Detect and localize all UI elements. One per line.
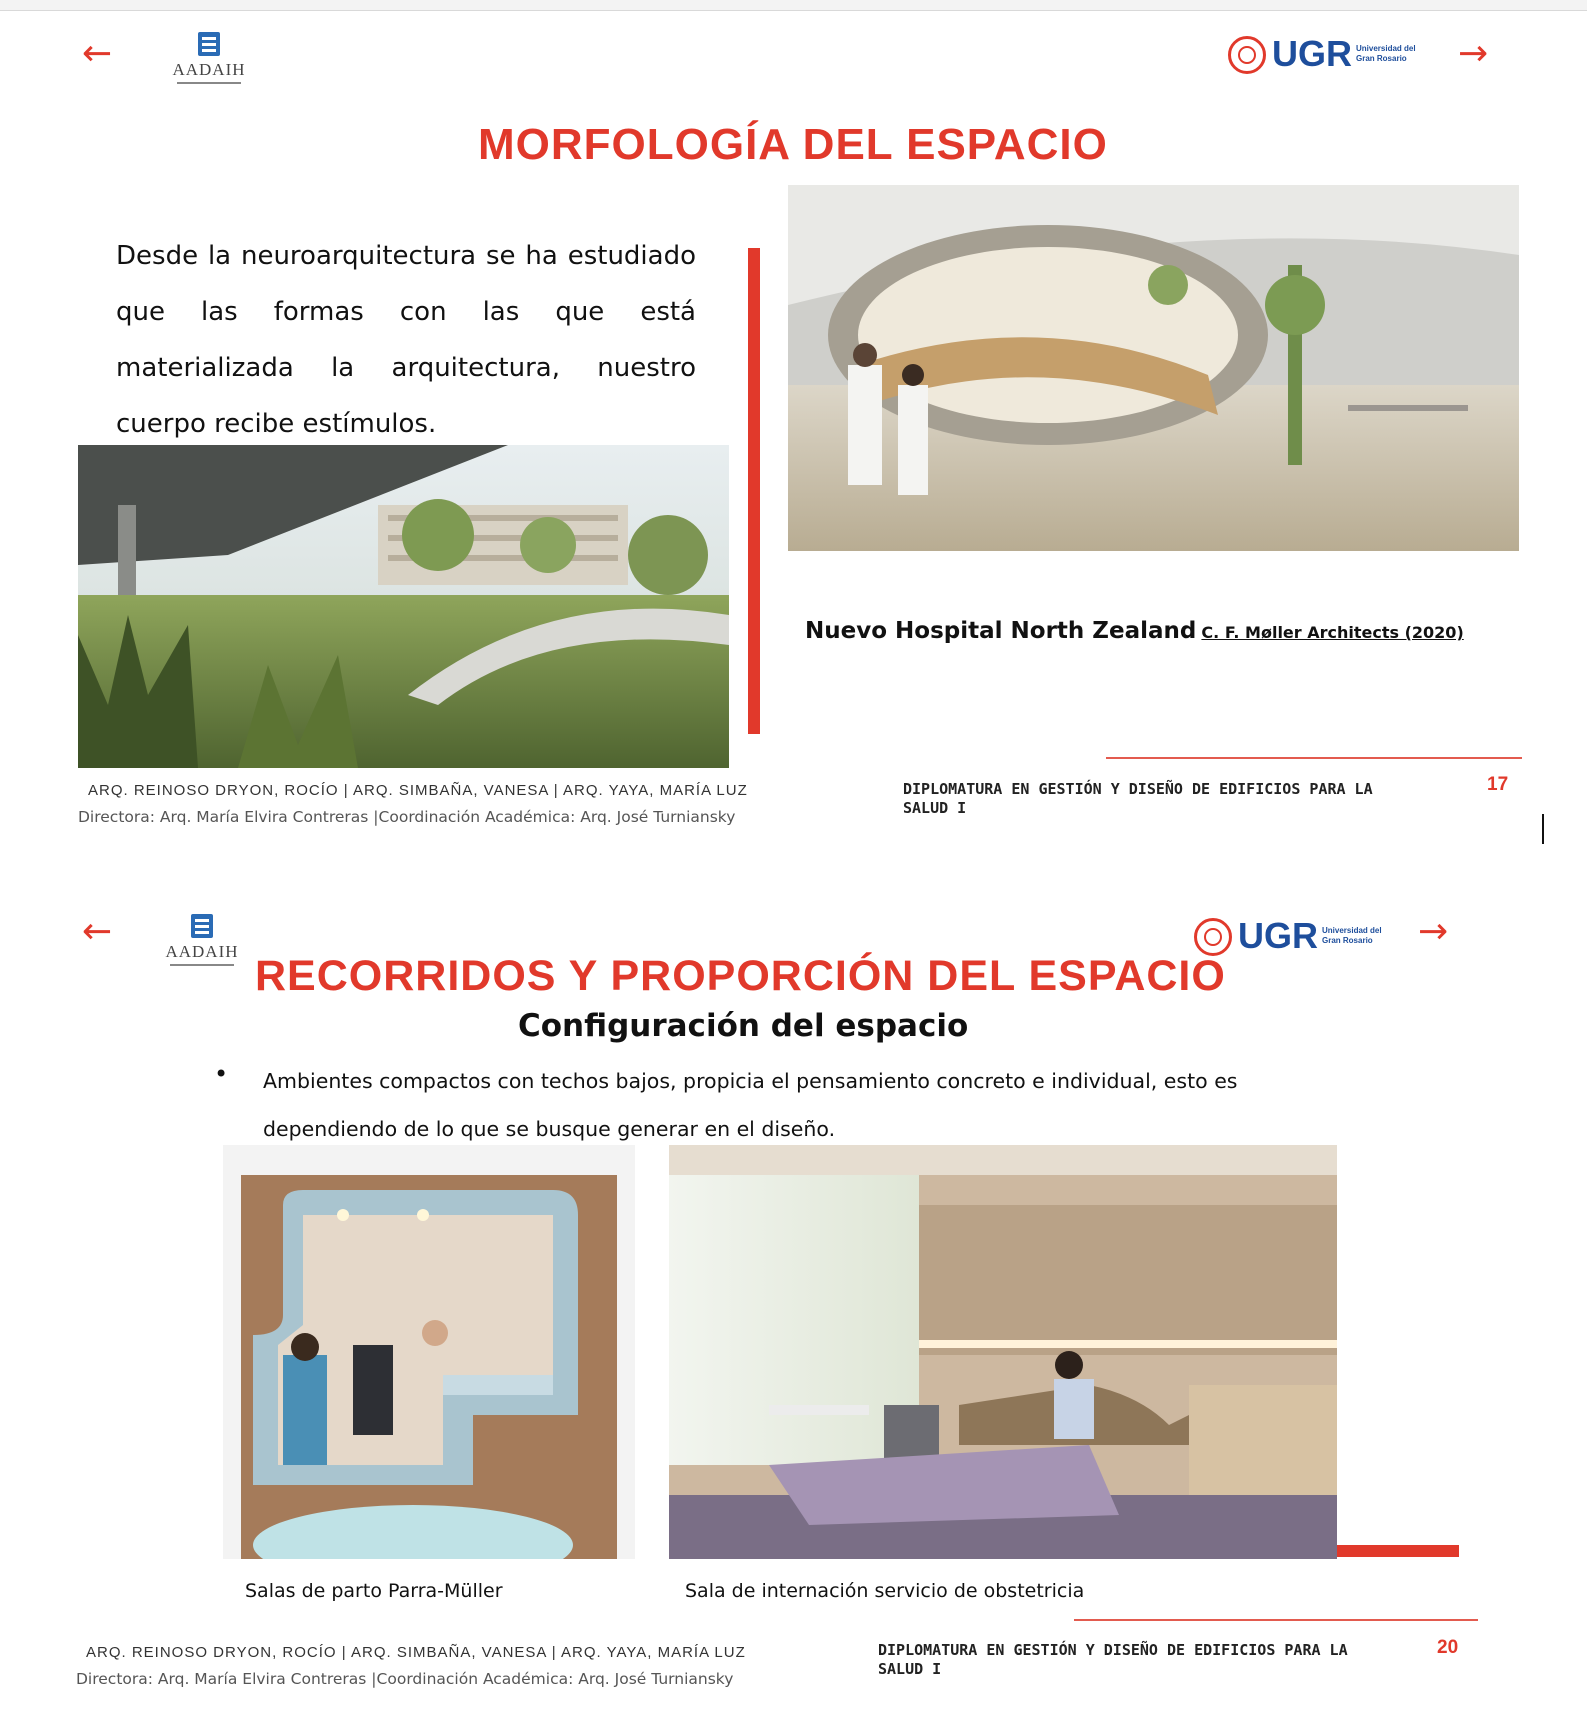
- footer-directors: Directora: Arq. María Elvira Contreras |Coordinación Académica: Arq. José Turniansky: [76, 1670, 734, 1688]
- footer-authors: ARQ. REINOSO DRYON, ROCÍO | ARQ. SIMBAÑA, VANESA | ARQ. YAYA, MARÍA LUZ: [86, 1644, 746, 1661]
- next-arrow-icon[interactable]: →: [1418, 911, 1449, 952]
- document-page-17: [0, 10, 1587, 840]
- page-title: MORFOLOGÍA DEL ESPACIO: [478, 120, 1108, 169]
- aadaih-logo: AADAIH: [164, 32, 254, 96]
- vertical-red-divider: [748, 248, 760, 734]
- ugr-seal-icon: [1194, 918, 1232, 956]
- aadaih-logo: AADAIH: [157, 914, 247, 978]
- footer-rule: [1106, 757, 1522, 759]
- footer-authors: ARQ. REINOSO DRYON, ROCÍO | ARQ. SIMBAÑA, VANESA | ARQ. YAYA, MARÍA LUZ: [88, 782, 748, 799]
- horizontal-red-accent: [1337, 1545, 1459, 1557]
- page-number: 20: [1437, 1637, 1459, 1658]
- bullet-text: Ambientes compactos con techos bajos, propicia el pensamiento concreto e individual, esto es dependiendo de lo que se busque generar en el diseño.: [263, 1069, 1238, 1141]
- caption-left: Salas de parto Parra-Müller: [245, 1580, 503, 1602]
- footer-diplomatura: DIPLOMATURA EN GESTIÓN Y DISEÑO DE EDIFICIOS PARA LA SALUD I: [878, 1641, 1348, 1678]
- prev-arrow-icon[interactable]: ←: [82, 911, 113, 952]
- hospital-room-photo: [669, 1145, 1337, 1559]
- intro-paragraph: Desde la neuroarquitectura se ha estudiado que las formas con las que está materializada la arquitectura, nuestro cuerpo recibe estímulos.: [116, 241, 696, 439]
- page-title: RECORRIDOS Y PROPORCIÓN DEL ESPACIO: [255, 952, 1226, 1000]
- footer-directors: Directora: Arq. María Elvira Contreras |Coordinación Académica: Arq. José Turniansky: [78, 808, 736, 826]
- section-subtitle: Configuración del espacio: [518, 1008, 969, 1044]
- next-arrow-icon[interactable]: →: [1458, 33, 1489, 74]
- hospital-landscape-photo: [78, 445, 729, 768]
- bullet-icon: •: [214, 1060, 229, 1088]
- architects-link[interactable]: C. F. Møller Architects (2020): [1201, 623, 1464, 642]
- ugr-logo: UGR Universidad del Gran Rosario: [1228, 34, 1448, 84]
- birthing-room-photo: [223, 1145, 635, 1559]
- caption-right: Sala de internación servicio de obstetricia: [685, 1580, 1085, 1602]
- aadaih-mark-icon: [191, 914, 213, 938]
- ugr-seal-icon: [1228, 36, 1266, 74]
- aadaih-mark-icon: [198, 32, 220, 56]
- prev-arrow-icon[interactable]: ←: [82, 33, 113, 74]
- atrium-caption: Nuevo Hospital North Zealand C. F. Møller Architects (2020): [805, 618, 1464, 644]
- footer-rule: [1074, 1619, 1478, 1621]
- hospital-atrium-photo: [788, 185, 1519, 551]
- document-page-20: [0, 880, 1587, 1730]
- page-number: 17: [1487, 774, 1509, 795]
- ugr-logo: UGR Universidad del Gran Rosario: [1194, 916, 1414, 966]
- text-cursor: [1542, 814, 1544, 844]
- footer-diplomatura: DIPLOMATURA EN GESTIÓN Y DISEÑO DE EDIFICIOS PARA LA SALUD I: [903, 780, 1373, 817]
